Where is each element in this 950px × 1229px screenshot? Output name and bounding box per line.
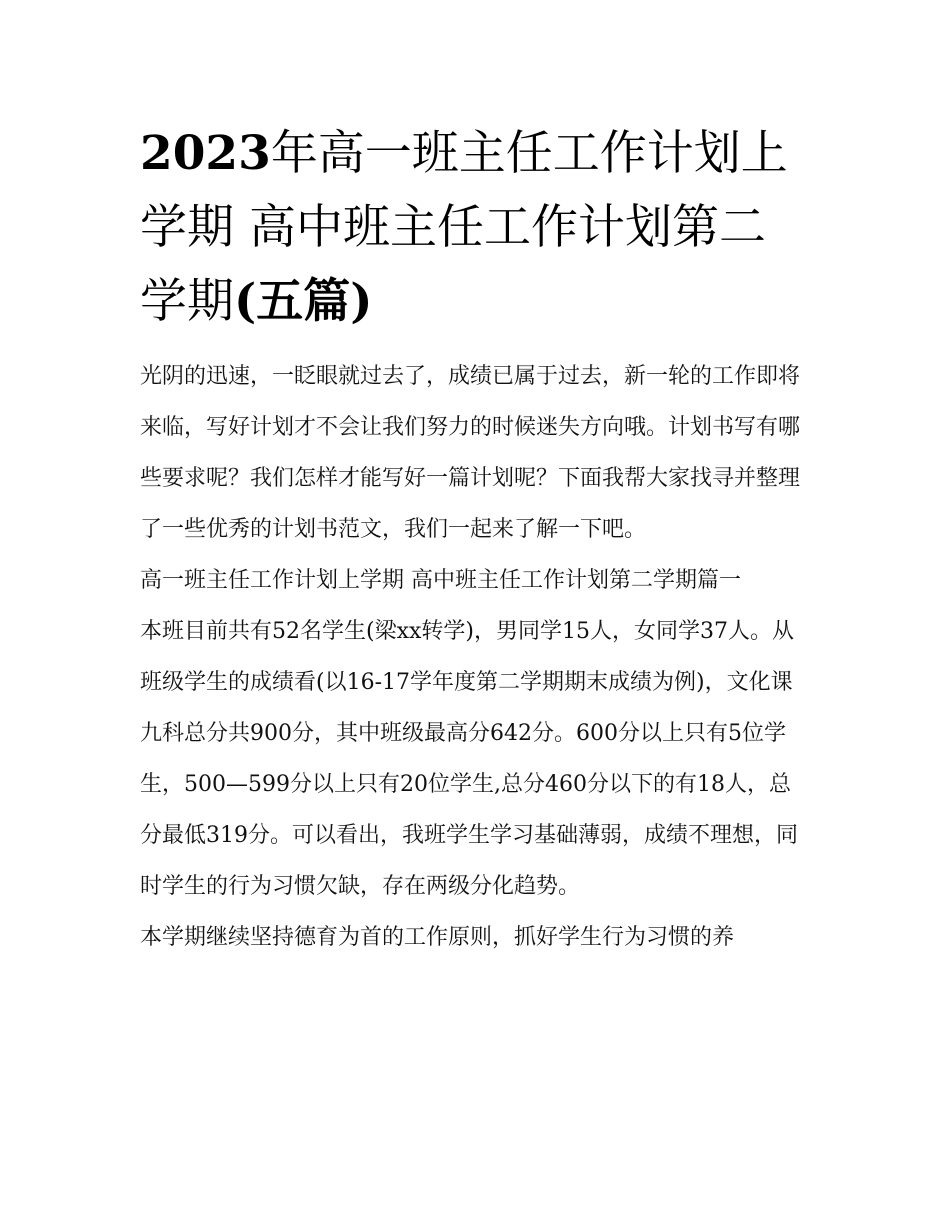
intro-paragraph: 光阴的迅速，一眨眼就过去了，成绩已属于过去，新一轮的工作即将来临，写好计划才不会让我们努力的时候迷失方向哦。计划书写有哪些要求呢？我们怎样才能写好一篇计划呢？下面我帮大家找寻并整理了一些优秀的计划书范文，我们一起来了解一下吧。 xyxy=(140,364,801,542)
class-overview-paragraph: 本班目前共有52名学生(梁xx转学)，男同学15人，女同学37人。从班级学生的成绩看(以16-17学年度第二学期期末成绩为例)，文化课九科总分共900分，其中班级最高分642分。600分以上只有5位学生，500—599分以上只有20位学生,总分460分以下的有18人，总分最低319分。可以看出，我班学生学习基础薄弱，成绩不理想，同时学生的行为习惯欠缺，存在两级分化趋势。 xyxy=(140,619,798,899)
title-suffix: (五篇) xyxy=(234,274,373,329)
title-main: 年高一班主任工作计划上学期 高中班主任工作计划第二学期 xyxy=(140,126,788,329)
section-heading: 高一班主任工作计划上学期 高中班主任工作计划第二学期篇一 xyxy=(140,568,741,593)
title-year: 2023 xyxy=(140,126,271,181)
document-title xyxy=(140,117,812,339)
semester-principle-paragraph: 本学期继续坚持德育为首的工作原则，抓好学生行为习惯的养 xyxy=(140,925,735,950)
document-body xyxy=(140,117,812,963)
